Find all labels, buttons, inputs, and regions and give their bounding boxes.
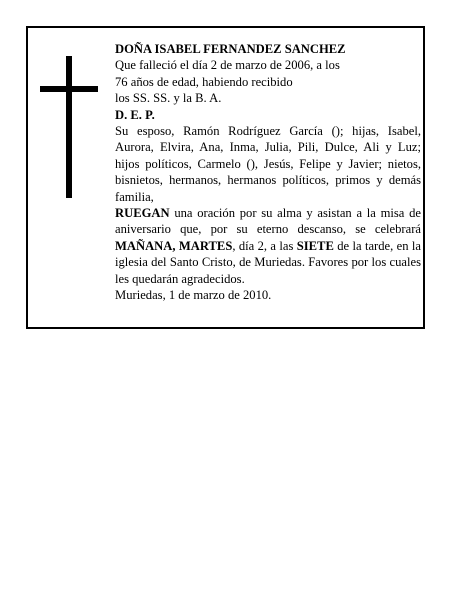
place-date: Muriedas, 1 de marzo de 2010.: [115, 288, 272, 303]
cross-vertical-bar: [66, 56, 72, 198]
request-paragraph: [115, 205, 421, 287]
death-line: los SS. SS. y la B. A.: [115, 91, 222, 106]
obituary-notice: [26, 26, 425, 329]
deceased-name: DOÑA ISABEL FERNANDEZ SANCHEZ: [115, 42, 346, 56]
cross-icon: [40, 56, 98, 198]
cross-horizontal-bar: [40, 86, 98, 92]
mass-day: MAÑANA, MARTES: [115, 238, 233, 253]
family-paragraph: Su esposo, Ramón Rodríguez García (); hijas, Isabel, Aurora, Elvira, Ana, Inma, Julia, Pili, Dulce, Ali y Luz; hijos políticos, Carmelo (), Jesús, Felipe y Javier; nietos, bisnietos, hermanos, hermanos políticos, primos y demás familia,: [115, 124, 421, 204]
death-line: Que falleció el día 2 de marzo de 2006, a los: [115, 58, 340, 73]
dep-line: D. E. P.: [115, 107, 155, 122]
mass-hour: SIETE: [296, 238, 334, 253]
request-text: de la tarde, en la iglesia del Santo Cristo, de Muriedas. Favores por los cuales les quedarán agradecidos.: [115, 238, 421, 286]
death-line: 76 años de edad, habiendo recibido: [115, 74, 293, 89]
request-lead: RUEGAN: [115, 206, 170, 221]
request-text: una oración por su alma y asistan a la misa de aniversario que, por su eterno descanso, se celebrará: [115, 206, 421, 237]
request-text: , día 2, a las: [232, 238, 297, 253]
notice-text: [115, 41, 421, 304]
